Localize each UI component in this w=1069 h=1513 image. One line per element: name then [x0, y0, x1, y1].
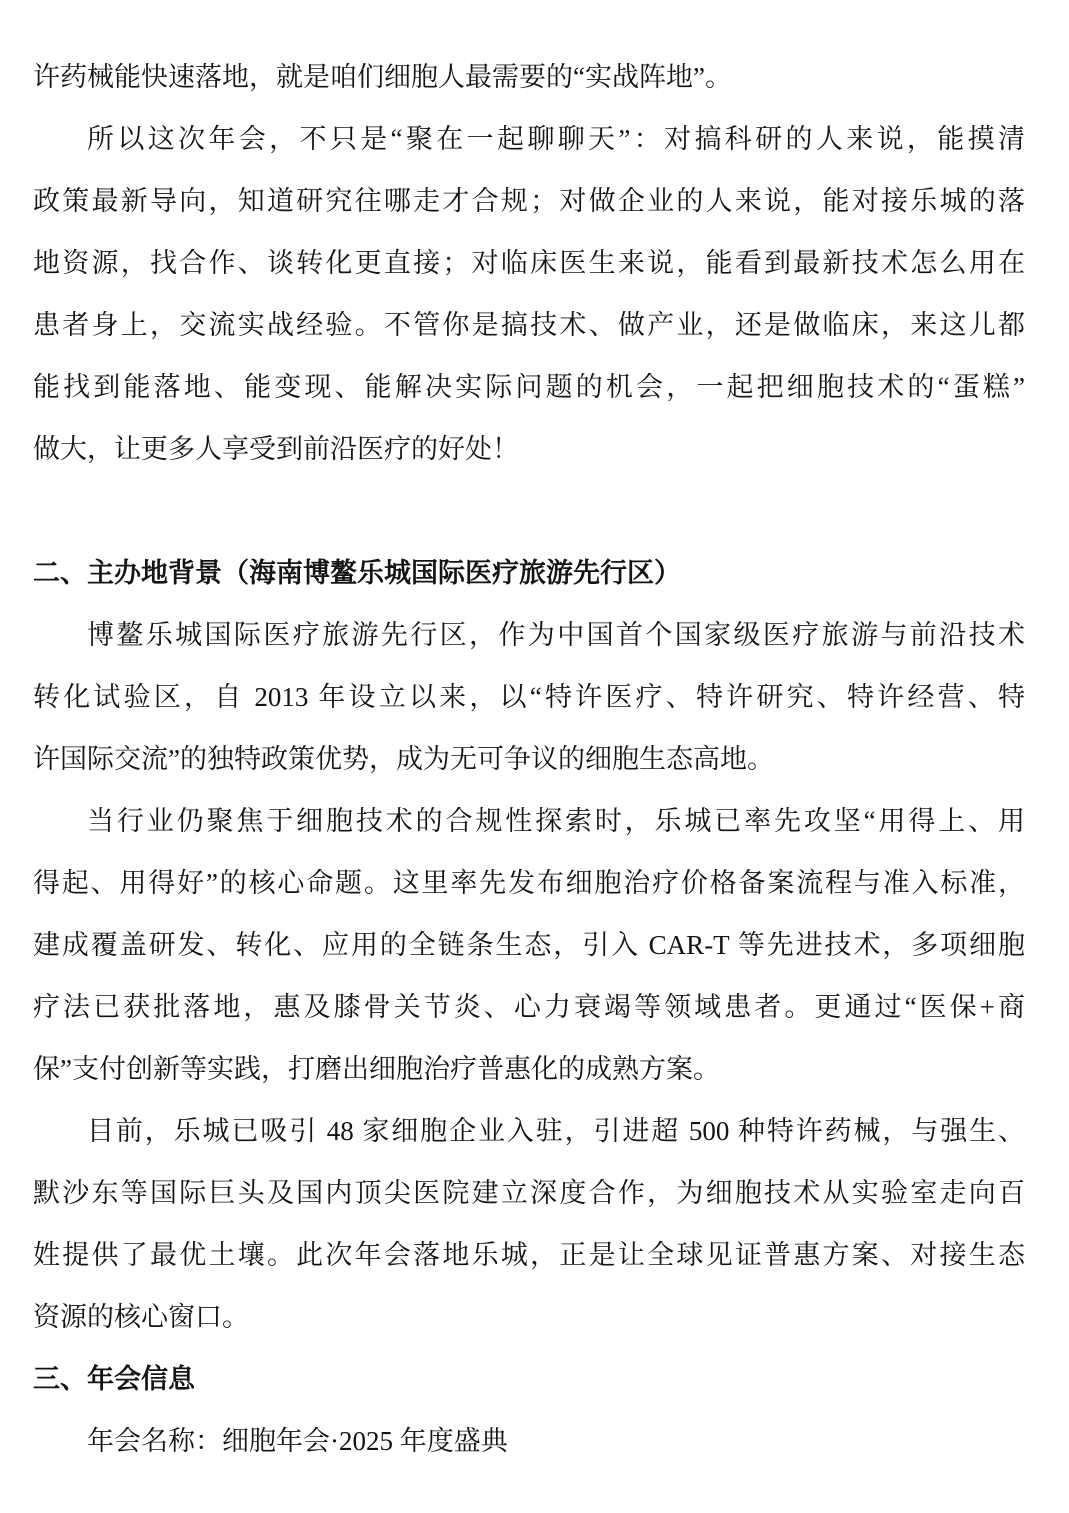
body-line-continuation: 许药械能快速落地，就是咱们细胞人最需要的“实战阵地”。 [33, 62, 732, 92]
section-heading-3: 三、年会信息 [33, 1364, 195, 1394]
body-line: 许国际交流”的独特政策优势，成为无可争议的细胞生态高地。 [33, 744, 774, 774]
body-line: 默沙东等国际巨头及国内顶尖医院建立深度合作，为细胞技术从实验室走向百 [33, 1178, 1025, 1208]
section-heading-2: 二、主办地背景（海南博鳌乐城国际医疗旅游先行区） [33, 558, 681, 588]
body-line: 目前，乐城已吸引 48 家细胞企业入驻，引进超 500 种特许药械，与强生、 [87, 1116, 1025, 1146]
body-line: 保”支付创新等实践，打磨出细胞治疗普惠化的成熟方案。 [33, 1054, 720, 1084]
body-line: 政策最新导向，知道研究往哪走才合规；对做企业的人来说，能对接乐城的落 [33, 186, 1025, 216]
body-line: 资源的核心窗口。 [33, 1302, 249, 1332]
body-line: 转化试验区，自 2013 年设立以来，以“特许医疗、特许研究、特许经营、特 [33, 682, 1025, 712]
body-line: 姓提供了最优土壤。此次年会落地乐城，正是让全球见证普惠方案、对接生态 [33, 1240, 1025, 1270]
body-line: 博鳌乐城国际医疗旅游先行区，作为中国首个国家级医疗旅游与前沿技术 [87, 620, 1025, 650]
body-line: 得起、用得好”的核心命题。这里率先发布细胞治疗价格备案流程与准入标准， [33, 868, 1025, 898]
body-line: 能找到能落地、能变现、能解决实际问题的机会，一起把细胞技术的“蛋糕” [33, 372, 1025, 402]
body-line: 疗法已获批落地，惠及膝骨关节炎、心力衰竭等领域患者。更通过“医保+商 [33, 992, 1025, 1022]
body-line-event-name: 年会名称：细胞年会·2025 年度盛典 [87, 1426, 508, 1456]
body-line: 所以这次年会，不只是“聚在一起聊聊天”：对搞科研的人来说，能摸清 [87, 124, 1025, 154]
body-line: 做大，让更多人享受到前沿医疗的好处！ [33, 434, 519, 464]
body-line: 建成覆盖研发、转化、应用的全链条生态，引入 CAR-T 等先进技术，多项细胞 [33, 930, 1025, 960]
body-line: 患者身上，交流实战经验。不管你是搞技术、做产业，还是做临床，来这儿都 [33, 310, 1025, 340]
body-line: 地资源，找合作、谈转化更直接；对临床医生来说，能看到最新技术怎么用在 [33, 248, 1025, 278]
body-line: 当行业仍聚焦于细胞技术的合规性探索时，乐城已率先攻坚“用得上、用 [87, 806, 1025, 836]
paragraph-spacer [33, 480, 1025, 542]
